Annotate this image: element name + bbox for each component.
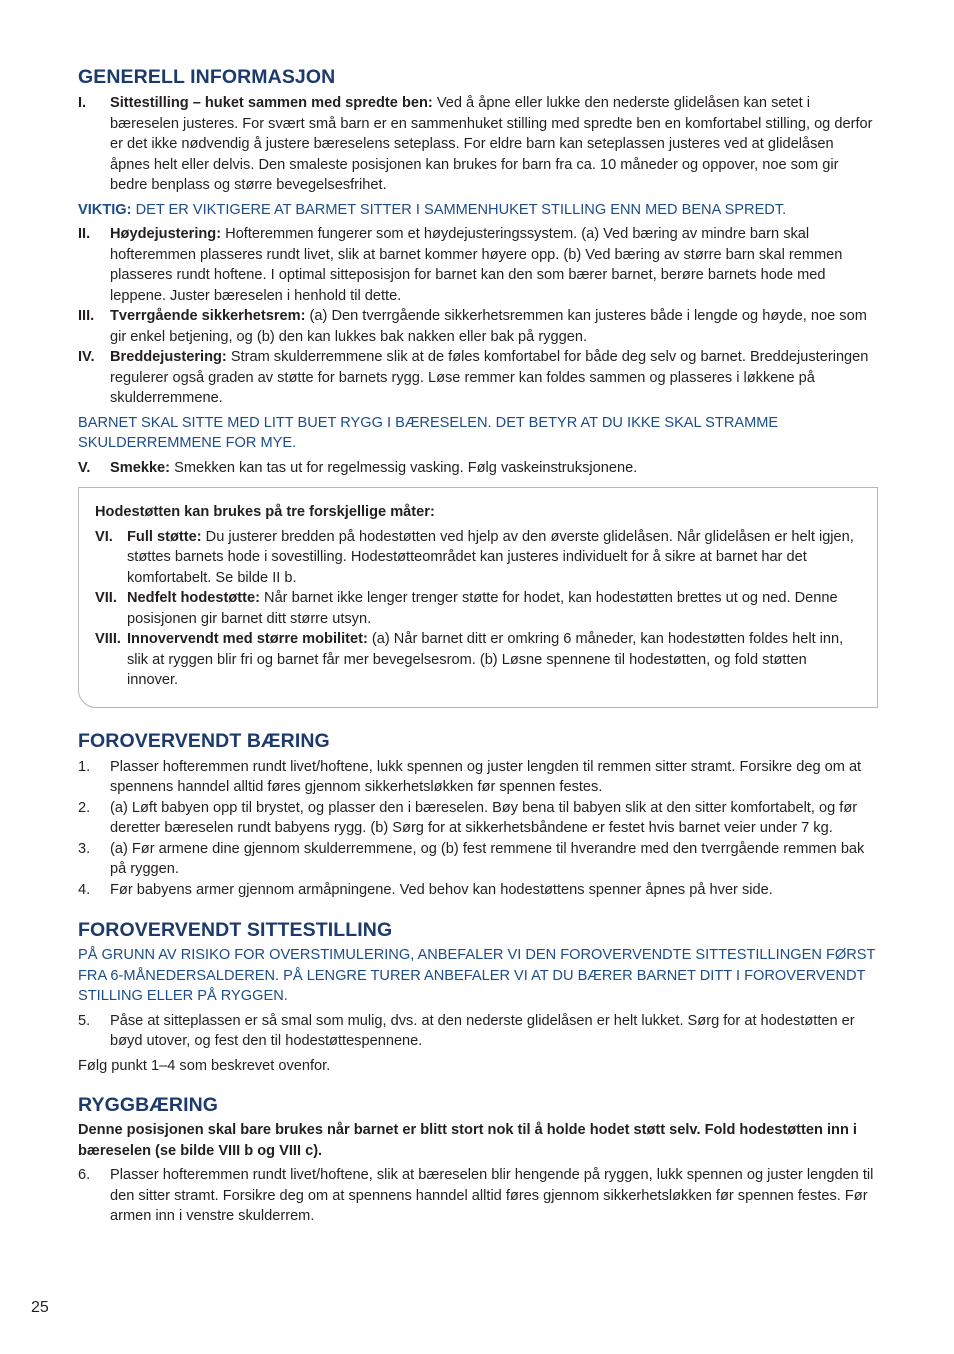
item-text: (a) Den tverrgående sikkerhetsremmen kan justeres både i lengde og høyde, noe som gir enkel betjening, og (b) den kan lukkes bak nakken eller bak på ryggen. <box>110 308 867 345</box>
item-number: V. <box>78 459 91 476</box>
item-text: Hofteremmen fungerer som et høydejusteringssystem. (a) Ved bæring av mindre barn skal hofteremmen plasseres rundt livet, slik at barnet kommer høyere opp. (b) Ved bæring av større barn skal remmen plasseres rundt hoftene. I optimal sitteposisjon for barnet kan den som bærer barnet, berøre barnets hode med leppene. Juster bæreselen i henhold til dette. <box>110 226 843 304</box>
item-lead: Sittestilling – huket sammen med spredte ben: <box>110 95 433 111</box>
item-number: VI. <box>95 528 113 545</box>
list-item-vi <box>95 527 861 589</box>
list-item-vii <box>95 588 861 629</box>
page-number: 25 <box>31 1299 49 1316</box>
item-number: 6. <box>78 1167 91 1183</box>
important-note <box>78 200 876 221</box>
item-text: Når barnet ikke lenger trenger støtte for hodet, kan hodestøtten brettes ut og ned. Denne posisjonen gir barnet ditt større utsyn. <box>127 590 838 627</box>
section-heading-forward-sitting: FOROVERVENDT SITTESTILLING <box>78 919 393 941</box>
item-lead: Breddejustering: <box>110 349 227 365</box>
item-lead: Nedfelt hodestøtte: <box>127 590 260 606</box>
item-text: Påse at sitteplassen er så smal som mulig, dvs. at den nederste glidelåsen er helt lukket. Sørg for at hodestøtten er bøyd utover, og fest den til hodestøttespennene. <box>110 1012 855 1049</box>
item-number: III. <box>78 308 95 324</box>
item-text: Du justerer bredden på hodestøtten ved hjelp av den øverste glidelåsen. Når glidelåsen er helt igjen, støttes barnets hode i sovestilling. Hodestøtteområdet kan justeres individuelt for å sikre at barnet har det komfortabelt. Se bilde II b. <box>127 528 854 586</box>
item-text: Ved å åpne eller lukke den nederste glidelåsen kan setet i bæreselen justeres. For svært små barn er en sammenhuket stilling med spredte ben en komfortabel stilling, og derfor er det ikke nødvendig å justere bæreselens seteplass. For eldre barn kan seteplassen justeres ved at glidelåsen åpnes helt eller delvis. Den smaleste posisjonen kan brukes for barn fra ca. 10 måneder og oppover, noe som gir bedre benplass og større bevegelsesfrihet. <box>110 95 873 193</box>
list-item-viii <box>95 629 861 691</box>
item-lead: Høydejustering: <box>110 226 222 242</box>
item-lead: Full støtte: <box>127 528 202 545</box>
forward-carry-list <box>78 757 876 901</box>
list-item <box>78 1165 876 1227</box>
page-content <box>78 64 876 1227</box>
important-label: VIKTIG: <box>78 201 132 218</box>
item-number: 1. <box>78 758 91 775</box>
warning-note: BARNET SKAL SITTE MED LITT BUET RYGG I BÆRESELEN. DET BETYR AT DU IKKE SKAL STRAMME SKULDERREMMENE FOR MYE. <box>78 414 779 451</box>
item-text: Plasser hofteremmen rundt livet/hoftene, slik at bæreselen blir hengende på ryggen, lukk spennen og juster lengden til den sitter stramt. Forsikre deg om at spennens hanndel alltid føres gjennom sikkerhetsløkken før spennen festes. Før armen inn i venstre skulderrem. <box>110 1167 874 1224</box>
item-lead: Smekke: <box>110 459 171 476</box>
item-number: VIII. <box>95 631 121 647</box>
item-lead: Tverrgående sikkerhetsrem: <box>110 308 306 324</box>
item-number: I. <box>78 95 87 111</box>
back-carry-note: Denne posisjonen skal bare brukes når barnet er blitt stort nok til å holde hodet støtt selv. Fold hodestøtten inn i bæreselen (se bilde VIII b og VIII c). <box>78 1122 857 1159</box>
item-text: (a) Løft babyen opp til brystet, og plasser den i bæreselen. Bøy bena til babyen slik at den sitter komfortabelt, og før deretter bæreselen rundt babyens rygg. (b) Sørg for at sikkerhetsbåndene er festet hvis barnet veier under 7 kg. <box>110 799 858 836</box>
item-text: Plasser hofteremmen rundt livet/hoftene, lukk spennen og juster lengden til remmen sitter stramt. Forsikre deg om at spennens hanndel alltid føres gjennom sikkerhetsløkken før spennen festes. <box>110 758 862 795</box>
list-item <box>78 757 876 798</box>
section-heading-back-carry: RYGGBÆRING <box>78 1094 219 1116</box>
list-item-v <box>78 458 876 479</box>
item-number: 3. <box>78 840 91 857</box>
item-number: 4. <box>78 881 91 898</box>
item-text: (a) Når barnet ditt er omkring 6 måneder, kan hodestøtten foldes helt inn, slik at ryggen blir fri og barnet får mer bevegelsesrom. (b) Løsne spennene til hodestøtten, og fold støtten innover. <box>127 631 844 688</box>
section-heading-forward-carry: FOROVERVENDT BÆRING <box>78 729 330 752</box>
list-item <box>78 839 876 880</box>
headrest-info-box <box>78 487 878 708</box>
follow-note: Følg punkt 1–4 som beskrevet ovenfor. <box>78 1057 331 1074</box>
list-item-iv <box>78 347 876 409</box>
item-text: Før babyens armer gjennom armåpningene. Ved behov kan hodestøttens spenner åpnes på hver side. <box>110 881 773 898</box>
list-item <box>78 1011 876 1052</box>
item-text: Smekken kan tas ut for regelmessig vasking. Følg vaskeinstruksjonene. <box>170 459 638 476</box>
warning-note: PÅ GRUNN AV RISIKO FOR OVERSTIMULERING, ANBEFALER VI DEN FOROVERVENDTE SITTESTILLINGEN FØRST FRA 6-MÅNEDERSALDEREN. PÅ LENGRE TURER ANBEFALER VI AT DU BÆRER BARNET DITT I FOROVERVENDT STILLING ELLER PÅ RYGGEN. <box>78 947 876 1004</box>
item-number: IV. <box>78 349 95 365</box>
list-item <box>78 880 876 901</box>
item-text: Stram skulderremmene slik at de føles komfortabel for både deg selv og barnet. Breddejusteringen regulerer også graden av støtte for barnets rygg. Løse remmer kan foldes sammen og plasseres i løkkene på skulderremmene. <box>110 349 869 406</box>
item-number: 2. <box>78 799 91 816</box>
item-number: 5. <box>78 1012 91 1029</box>
box-title: Hodestøtten kan brukes på tre forskjellige måter: <box>95 504 435 520</box>
list-item-iii <box>78 306 876 347</box>
item-text: (a) Før armene dine gjennom skulderremmene, og (b) fest remmene til hverandre med den tverrgående remmen bak på ryggen. <box>110 840 865 877</box>
list-item <box>78 798 876 839</box>
item-lead: Innovervendt med større mobilitet: <box>127 631 368 647</box>
item-number: VII. <box>95 590 117 606</box>
item-number: II. <box>78 226 91 242</box>
section-heading-general: GENERELL INFORMASJON <box>78 66 336 88</box>
important-text: DET ER VIKTIGERE AT BARMET SITTER I SAMMENHUKET STILLING ENN MED BENA SPREDT. <box>131 201 787 218</box>
list-item-ii <box>78 224 876 306</box>
list-item-i <box>78 93 876 196</box>
